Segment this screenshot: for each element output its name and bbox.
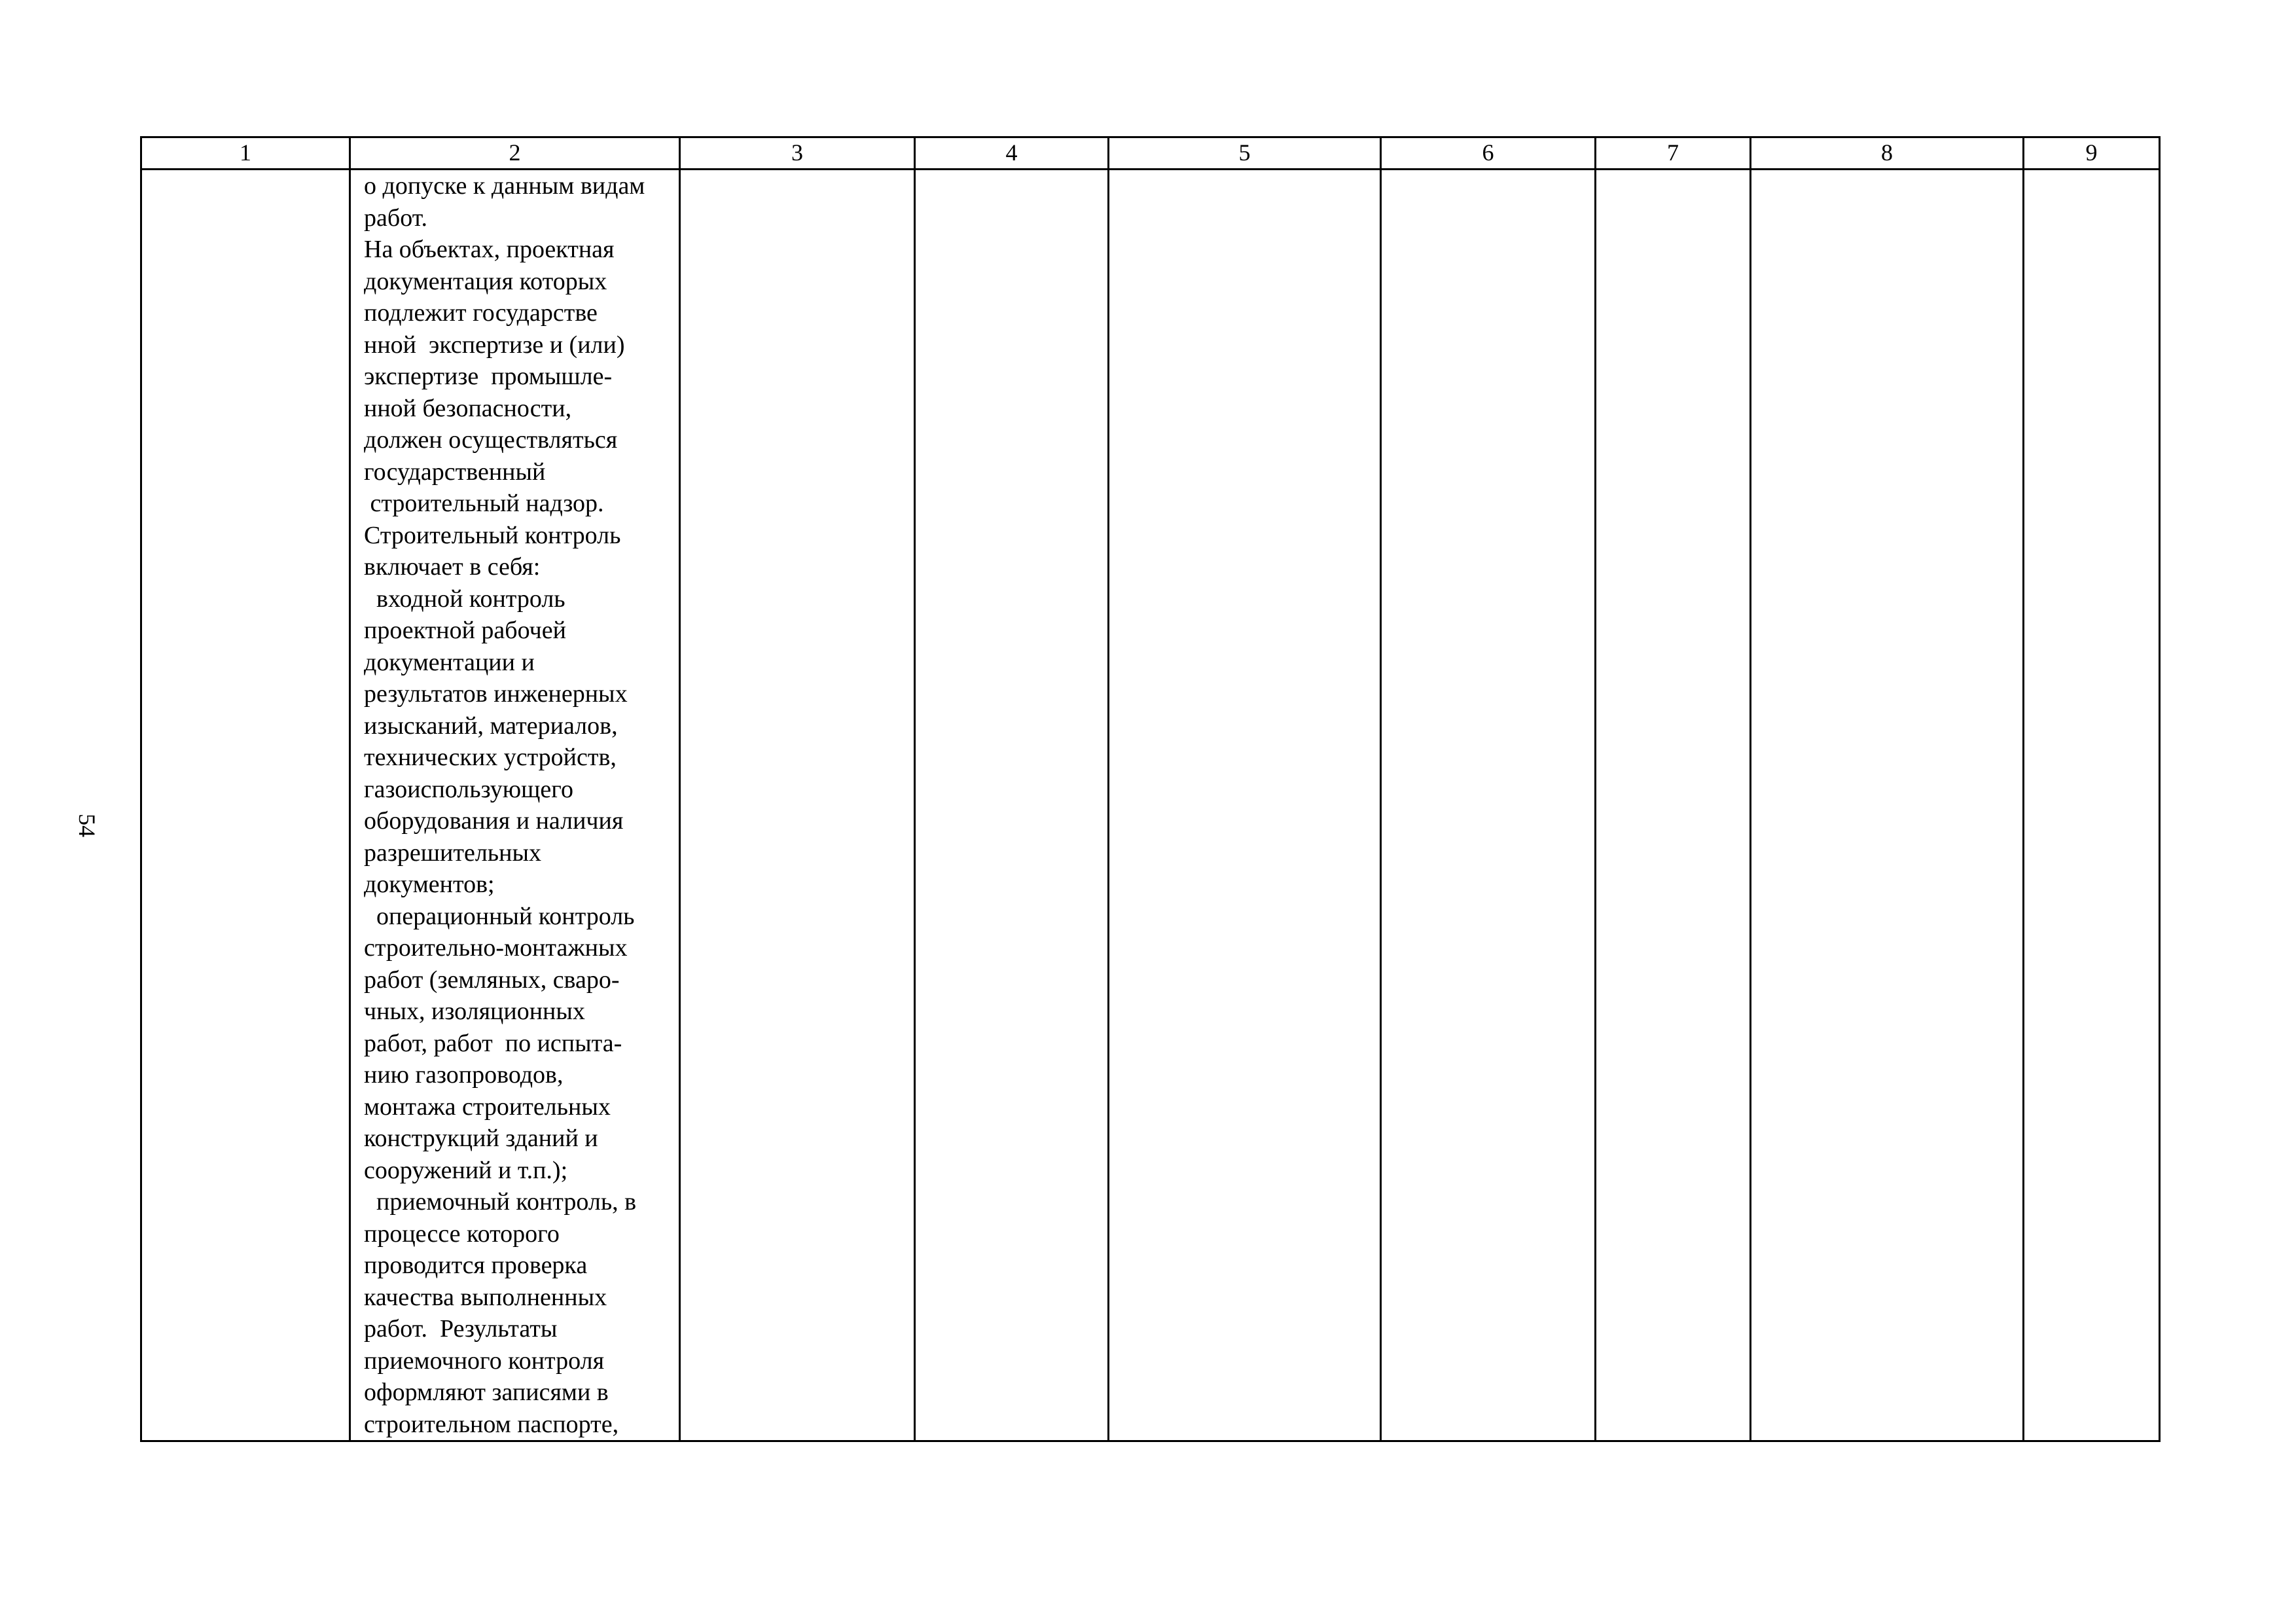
cell-text-line: результатов инженерных <box>364 680 628 708</box>
cell-text-line: Строительный контроль <box>364 521 621 549</box>
cell-text-line: государственный <box>364 458 546 486</box>
column-header-7: 7 <box>1596 137 1751 170</box>
cell-text-line: работ. Результаты <box>364 1315 558 1343</box>
document-table <box>140 136 2161 1442</box>
cell-text-line: чных, изоляционных <box>364 998 585 1025</box>
cell-col-7 <box>1596 170 1751 1441</box>
cell-text-line: документация которых <box>364 267 607 295</box>
column-header-6: 6 <box>1381 137 1596 170</box>
cell-col-6 <box>1381 170 1596 1441</box>
cell-text-line: документов; <box>364 871 495 898</box>
cell-text-line: о допуске к данным видам <box>364 172 645 200</box>
cell-col-3 <box>680 170 915 1441</box>
header-row <box>141 137 2160 170</box>
cell-text-line: проводится проверка <box>364 1252 588 1279</box>
cell-text-line: приемочный контроль, в <box>364 1188 637 1216</box>
column-header-9: 9 <box>2024 137 2160 170</box>
cell-text-line: изысканий, материалов, <box>364 712 618 740</box>
cell-text-line: приемочного контроля <box>364 1346 605 1375</box>
cell-text-line: оформляют записями в <box>364 1379 609 1406</box>
cell-text-line: экспертизе промышле- <box>364 363 613 390</box>
cell-text-line: подлежит государстве <box>364 299 598 327</box>
cell-text-line: проектной рабочей <box>364 617 566 644</box>
page-number: 54 <box>74 814 100 837</box>
cell-text-line: нной безопасности, <box>364 394 572 422</box>
cell-text-line: входной контроль <box>364 585 565 613</box>
cell-text-line: операционный контроль <box>364 902 635 930</box>
column-header-8: 8 <box>1751 137 2024 170</box>
cell-text-line: нию газопроводов, <box>364 1061 564 1089</box>
cell-text-line: газоиспользующего <box>364 775 573 803</box>
cell-text-line: сооружений и т.п.); <box>364 1156 568 1184</box>
cell-col-4 <box>915 170 1109 1441</box>
cell-text-line: нной экспертизе и (или) <box>364 331 625 359</box>
cell-text-line: На объектах, проектная <box>364 236 615 263</box>
column-header-4: 4 <box>915 137 1109 170</box>
column-header-5: 5 <box>1109 137 1381 170</box>
column-header-3: 3 <box>680 137 915 170</box>
cell-col-8 <box>1751 170 2024 1441</box>
table-row <box>141 170 2160 1441</box>
cell-col-5 <box>1109 170 1381 1441</box>
cell-text-line: работ. <box>364 204 427 232</box>
cell-text-line: документации и <box>364 648 535 676</box>
cell-text-line: включает в себя: <box>364 553 541 581</box>
cell-col-9 <box>2024 170 2160 1441</box>
cell-text-line: разрешительных <box>364 839 541 867</box>
cell-col-1 <box>141 170 350 1441</box>
cell-text-line: качества выполненных <box>364 1283 607 1311</box>
cell-text-line: технических устройств, <box>364 744 617 771</box>
cell-text-line: процессе которого <box>364 1219 560 1248</box>
cell-text-line: работ (земляных, сваро- <box>364 965 620 994</box>
cell-text-line: работ, работ по испыта- <box>364 1029 622 1057</box>
cell-text-line: строительный надзор. <box>364 490 604 517</box>
cell-text-line: монтажа строительных <box>364 1092 611 1121</box>
cell-text-line: строительном паспорте, <box>364 1410 619 1438</box>
cell-col-2 <box>350 170 680 1441</box>
cell-text-line: должен осуществляться <box>364 426 618 454</box>
cell-text-line: строительно-монтажных <box>364 934 628 962</box>
column-header-2: 2 <box>350 137 680 170</box>
cell-text-line: конструкций зданий и <box>364 1125 598 1152</box>
cell-col-2-text <box>351 170 679 1440</box>
cell-text-line: оборудования и наличия <box>364 807 624 835</box>
column-header-1: 1 <box>141 137 350 170</box>
